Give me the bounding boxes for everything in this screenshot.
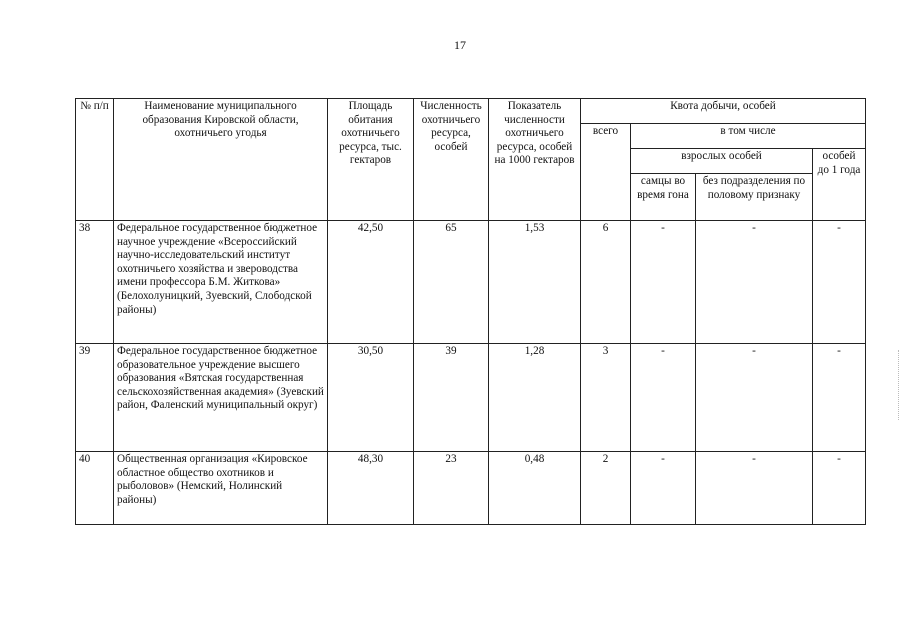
cell-num: 40	[76, 452, 114, 525]
header-quota: Квота добычи, особей	[581, 99, 866, 124]
cell-count: 65	[414, 221, 489, 344]
cell-males: -	[631, 344, 696, 452]
cell-males: -	[631, 221, 696, 344]
cell-index: 1,53	[489, 221, 581, 344]
cell-name: Федеральное государственное бюджетное образовательное учреждение высшего образования «Вятская государственная сельскохозяйственная академия» (Зуевский район, Фаленский муниципальный округ)	[114, 344, 328, 452]
cell-name: Федеральное государственное бюджетное научное учреждение «Всероссийский научно-исследовательский институт охотничьего хозяйства и звероводства имени профессора Б.М. Житкова» (Белохолуницкий, Зуевский, Слободской районы)	[114, 221, 328, 344]
cell-count: 23	[414, 452, 489, 525]
cell-area: 30,50	[328, 344, 414, 452]
header-adults: взрослых особей	[631, 149, 813, 174]
header-name: Наименование муниципального образования Кировской области, охотничьего угодья	[114, 99, 328, 221]
header-row	[76, 99, 866, 124]
cell-males: -	[631, 452, 696, 525]
table-row	[76, 452, 866, 525]
cell-no-sex: -	[696, 344, 813, 452]
header-num: № п/п	[76, 99, 114, 221]
header-males: самцы во время гона	[631, 174, 696, 221]
cell-num: 38	[76, 221, 114, 344]
cell-no-sex: -	[696, 452, 813, 525]
header-including: в том числе	[631, 124, 866, 149]
cell-juveniles: -	[813, 221, 866, 344]
scan-edge-marks	[898, 350, 903, 420]
cell-no-sex: -	[696, 221, 813, 344]
table-row	[76, 344, 866, 452]
table-row	[76, 221, 866, 344]
cell-total: 2	[581, 452, 631, 525]
cell-num: 39	[76, 344, 114, 452]
page-number: 17	[454, 38, 466, 52]
header-index: Показатель численности охотничьего ресурса, особей на 1000 гектаров	[489, 99, 581, 221]
cell-area: 42,50	[328, 221, 414, 344]
header-area: Площадь обитания охотничьего ресурса, тыс. гектаров	[328, 99, 414, 221]
header-count: Численность охотничьего ресурса, особей	[414, 99, 489, 221]
cell-name: Общественная организация «Кировское областное общество охотников и рыболовов» (Немский, Нолинский районы)	[114, 452, 328, 525]
cell-count: 39	[414, 344, 489, 452]
quota-table	[75, 98, 866, 525]
header-total: всего	[581, 124, 631, 221]
header-juveniles: особей до 1 года	[813, 149, 866, 221]
cell-area: 48,30	[328, 452, 414, 525]
cell-total: 3	[581, 344, 631, 452]
cell-total: 6	[581, 221, 631, 344]
header-no-sex: без подразделения по половому признаку	[696, 174, 813, 221]
cell-index: 0,48	[489, 452, 581, 525]
cell-juveniles: -	[813, 344, 866, 452]
cell-juveniles: -	[813, 452, 866, 525]
cell-index: 1,28	[489, 344, 581, 452]
